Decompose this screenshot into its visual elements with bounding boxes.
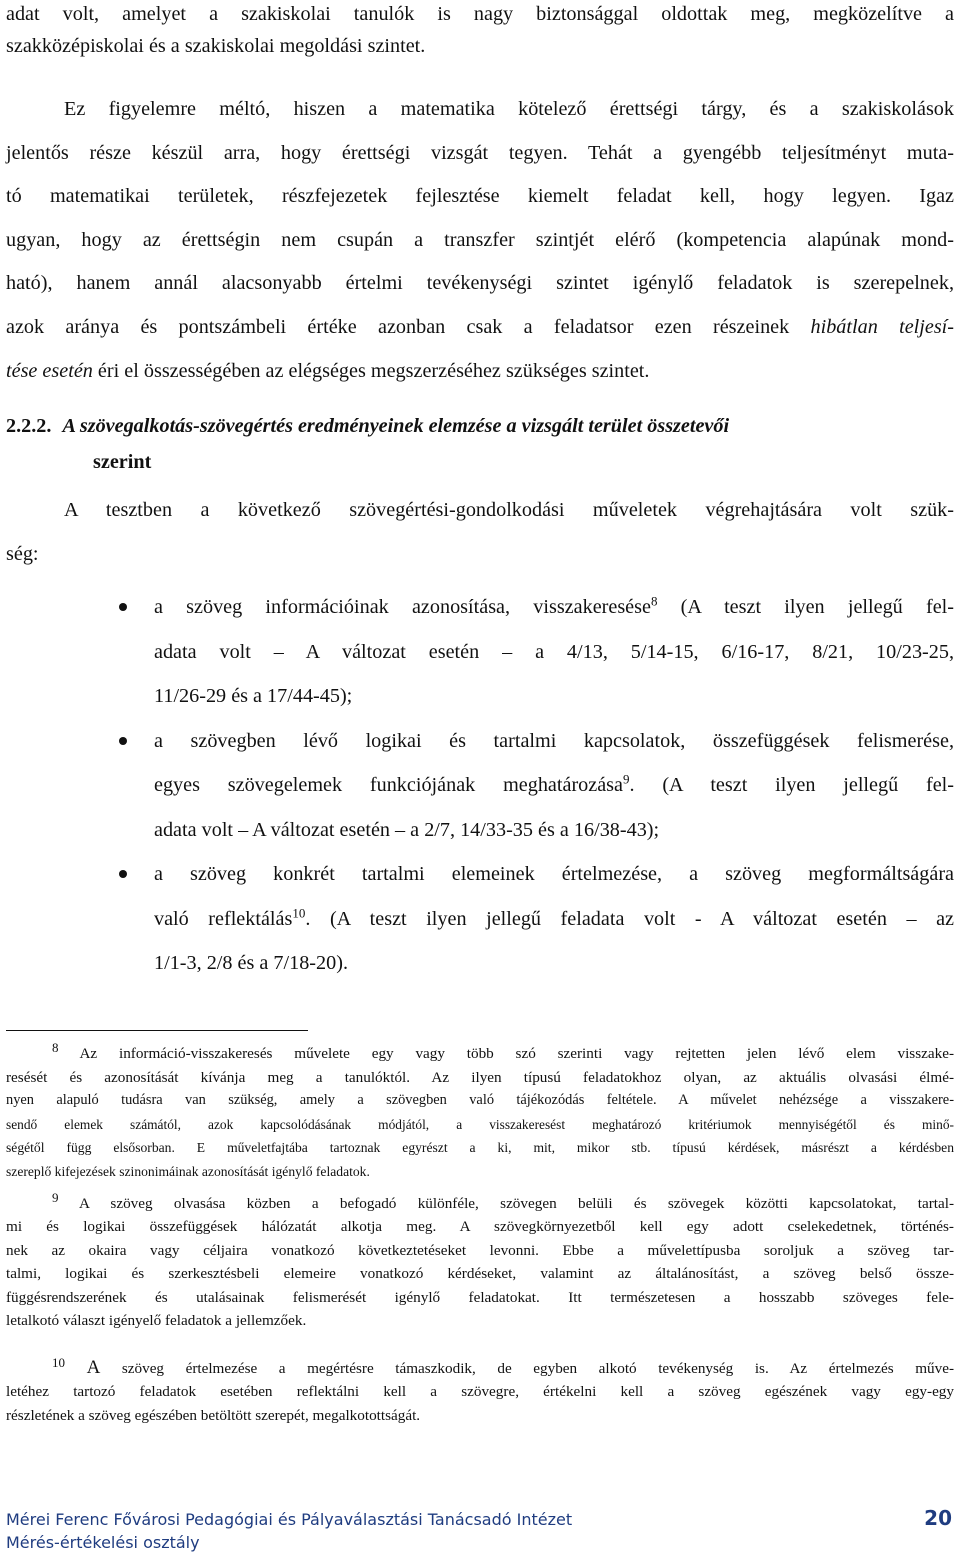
list-item: [6, 852, 954, 986]
text-line: részletének a szöveg egészében betöltött szerepét, megalkotottságát.: [6, 1406, 421, 1424]
italic-span: hibátlan teljesí-: [810, 315, 955, 338]
footnote-10: [6, 1356, 954, 1427]
paragraph-2: [6, 88, 954, 393]
text-span: szöveg értelmezése a megértésre támaszkodik, de egyben alkotó tevékenység is. Az értelmezés műve-: [100, 1360, 954, 1377]
bullet-icon: [119, 737, 127, 745]
text-line: [154, 585, 954, 630]
text-line: [6, 306, 954, 350]
footnote-number: 10: [52, 1354, 65, 1370]
text-span: a szöveg információinak azonosítása, visszakeresése: [154, 596, 651, 618]
text-line: [6, 1356, 954, 1380]
intro-paragraph: [6, 488, 954, 576]
footnote-separator: [6, 1030, 308, 1031]
text-line: adat volt, amelyet a szakiskolai tanulók is nagy biztonsággal oldottak meg, megközelítve a: [6, 3, 954, 25]
footnote-9: [6, 1189, 955, 1332]
text-line: jelentős része készül arra, hogy érettségi vizsgát tegyen. Tehát a gyengébb teljesítményt muta-: [6, 141, 954, 164]
text-line: ségétől függ elsősorban. E műveletfajtába tartoznak egyrészt a ki, mit, mikor stb. típusú kérdések, másrészt a kérdésben: [6, 1140, 954, 1156]
heading-line: [6, 444, 954, 480]
footnote-8: [6, 1039, 954, 1184]
footnote-ref: 8: [650, 593, 658, 609]
text-span: azok aránya és pontszámbeli értéke azonban csak a feladatsor ezen részeinek: [6, 315, 790, 338]
footer-institute: Mérei Ferenc Fővárosi Pedagógiai és Pályaválasztási Tanácsadó Intézet: [6, 1510, 573, 1529]
text-line: letéhez tartozó feladatok esetében reflektálni kell a szövegre, értékelni kell a szöveg egészének vagy egy-egy: [6, 1383, 954, 1401]
text-line: nyen alapuló tudásra van szükség, amely a szövegben való tájékozódás feltétele. A művelet nehézsége a visszakere-: [6, 1092, 954, 1109]
list-item: [6, 719, 954, 853]
text-line: [6, 1039, 954, 1066]
text-line: [6, 1189, 955, 1215]
text-line: ség:: [6, 543, 39, 565]
text-line: talmi, logikai és szerkesztésbeli elemeire vonatkozó kérdéseket, valamint az általánosítást, a szöveg belső össze-: [6, 1265, 954, 1283]
section-title-cont: szerint: [93, 451, 152, 473]
section-title: A szövegalkotás-szövegértés eredményeinek elemzése a vizsgált terület összetevői: [62, 415, 730, 437]
list-item: [6, 585, 954, 719]
text-span: egyes szövegelemek funkciójának meghatározása: [154, 774, 623, 796]
text-span: (A teszt ilyen jellegű fel-: [657, 596, 954, 618]
text-line: ugyan, hogy az érettségin nem csupán a transzfer szintjét elérő (kompetencia alapúnak mond-: [6, 228, 954, 251]
text-line: Ez figyelemre méltó, hiszen a matematika kötelező érettségi tárgy, és a szakiskolások: [64, 98, 954, 120]
text-line: adata volt – A változat esetén – a 4/13, 5/14-15, 6/16-17, 8/21, 10/23-25,: [154, 640, 954, 663]
text-span: A: [86, 1357, 101, 1378]
bullet-icon: [119, 870, 127, 878]
text-line: szakközépiskolai és a szakiskolai megoldási szintet.: [6, 35, 426, 57]
text-span: Az információ-visszakeresés művelete egy vagy több szó szerinti vagy rejtetten jelen lévő elem visszake-: [79, 1045, 954, 1062]
italic-span: tése esetén: [6, 359, 93, 382]
footnote-number: 9: [52, 1189, 59, 1205]
text-line: mi és logikai összefüggések hálózatát alkotja meg. A szövegkörnyezetből kell egy adott cselekedetnek, történés-: [6, 1218, 954, 1236]
text-line: resését és azonosítását kívánja meg a tanulóktól. Az ilyen típusú feladatokhoz olyan, az aktuális olvasási élmé-: [6, 1068, 954, 1086]
text-line: szereplő kifejezések szinonimáinak azonosítását igénylő feladatok.: [6, 1163, 370, 1179]
footnote-ref: 9: [623, 771, 630, 787]
text-line: [154, 897, 954, 942]
footnote-number: 8: [52, 1039, 59, 1055]
text-line: tó matematikai területek, részfejezetek fejlesztése kiemelt feladat kell, hogy legyen. Igaz: [6, 185, 954, 208]
text-line: A tesztben a következő szövegértési-gondolkodási műveletek végrehajtására volt szük-: [64, 499, 954, 521]
section-number: 2.2.2.: [6, 415, 52, 437]
text-line: a szöveg konkrét tartalmi elemeinek értelmezése, a szöveg megformáltságára: [154, 863, 954, 885]
bullet-list: [6, 585, 954, 986]
text-line: [6, 350, 954, 394]
text-line: nek az okaira vagy céljaira vonatkozó következtetéseket levonni. Ebbe a művelettípusba soroljuk a szöveg tar-: [6, 1241, 954, 1259]
text-span: . (A teszt ilyen jellegű feladata volt - A változat esetén – az: [305, 907, 954, 930]
bullet-icon: [119, 603, 127, 611]
text-line: függésrendszerének és utalásainak felismerését igénylő feladatokat. Itt természetesen a hosszabb szöveges fele-: [6, 1288, 954, 1306]
footnote-ref: 10: [292, 904, 306, 920]
paragraph-1: [6, 0, 954, 68]
page-number: 20: [924, 1506, 952, 1530]
text-line: a szövegben lévő logikai és tartalmi kapcsolatok, összefüggések felismerése,: [154, 729, 954, 752]
text-line: ható), hanem annál alacsonyabb értelmi tevékenységi szintet igénylő feladatok is szerepelnek,: [6, 272, 954, 295]
text-line: letalkotó választ igényelő feladatok a jellemzőek.: [6, 1312, 307, 1330]
text-line: sendő elemek számától, azok kapcsolódásának módjától, a visszakeresést meghatározó kritériumok mennyiségétől és minő-: [6, 1116, 954, 1132]
footer-department: Mérés-értékelési osztály: [6, 1533, 200, 1552]
section-heading: [6, 408, 954, 480]
heading-line: [6, 408, 954, 444]
text-span: A szöveg olvasása közben a befogadó különféle, szövegen belüli és szövegek közötti kapcsolatokat, tartal-: [78, 1195, 955, 1212]
text-line: adata volt – A változat esetén – a 2/7, 14/33-35 és a 16/38-43);: [154, 818, 660, 841]
text-line: 11/26-29 és a 17/44-45);: [154, 685, 353, 707]
text-line: 1/1-3, 2/8 és a 7/18-20).: [154, 952, 348, 974]
page-footer: [6, 1508, 572, 1554]
text-line: [154, 763, 954, 808]
text-span: való reflektálás: [154, 907, 293, 930]
text-span: éri el összességében az elégséges megszerzéséhez szükséges szintet.: [92, 359, 650, 382]
text-span: . (A teszt ilyen jellegű fel-: [629, 774, 954, 796]
